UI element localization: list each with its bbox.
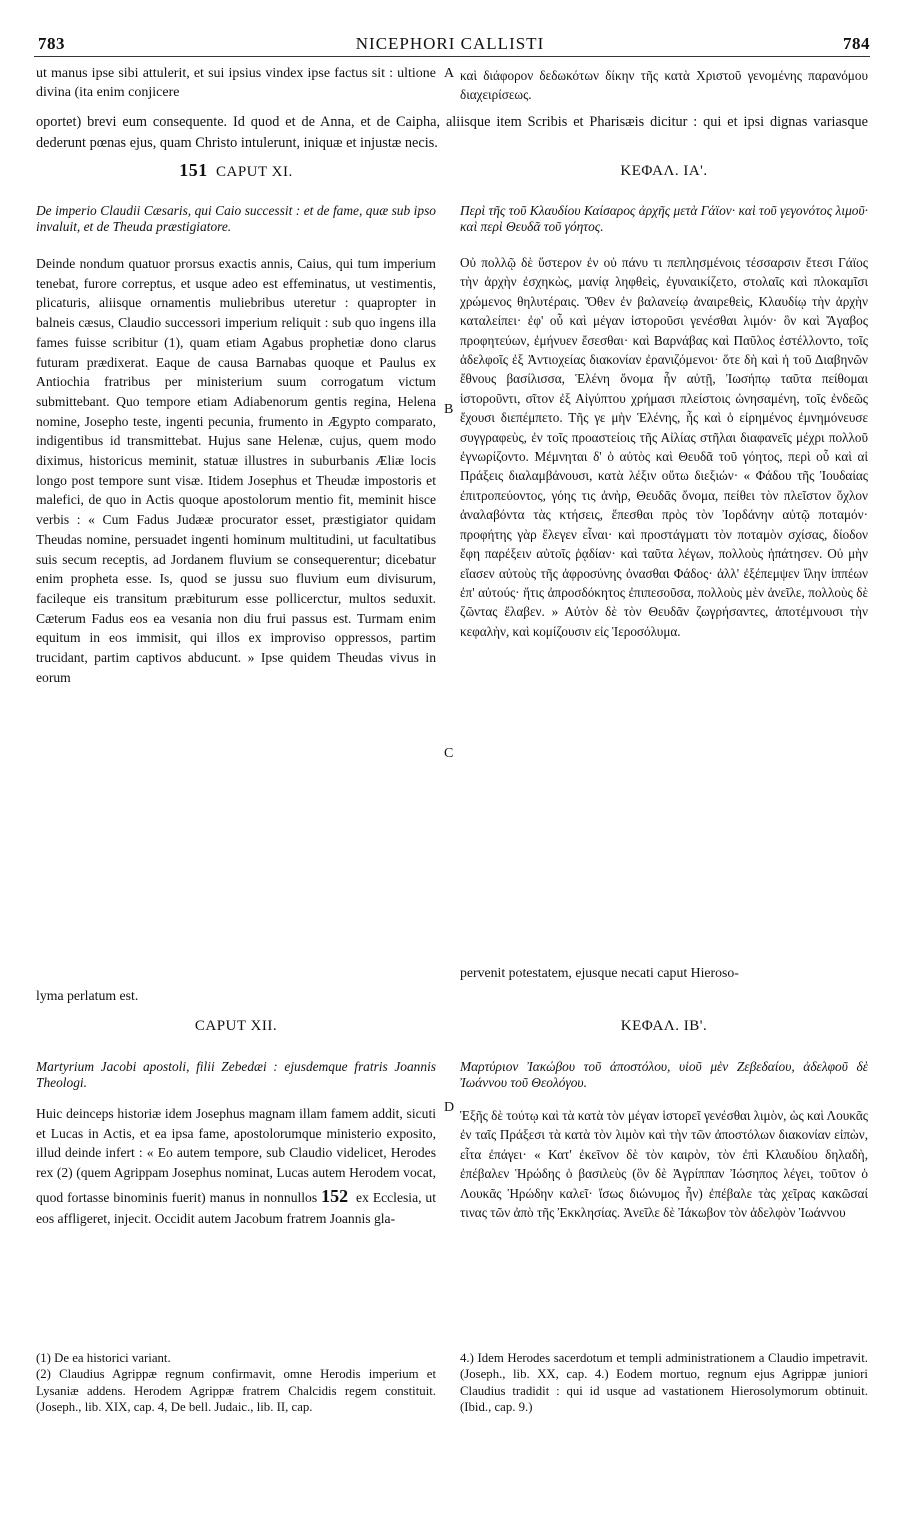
header-rule	[34, 56, 870, 57]
column-number-151: 151	[179, 160, 208, 180]
footnotes-right	[460, 1350, 868, 1416]
footnote-2-continued: 4.) Idem Herodes sacerdotum et templi administrationem a Claudio impetravit. (Joseph., lib. XX, cap. 4.) Eodem mortuo, regnum ejus Agrippæ juniori Claudius tradidit : qui id usque ad vastationem Hierosolymorum obtinuit. (Ibid., cap. 9.)	[460, 1351, 868, 1415]
margin-marker-b: B	[444, 402, 454, 417]
footnote-2: (2) Claudius Agrippæ regnum confirmavit, omne Herodis imperium et Lysaniæ addens. Herodem Agrippæ fratrem Chalcidis regem constituit. (Joseph., lib. XIX, cap. 4, De bell. Judaic., lib. II, cap.	[36, 1367, 436, 1415]
chapter-12-latin-text-a: Huic deinceps historiæ idem Josephus magnam illam famem addit, sicuti et Lucas in Actis, et ea ipsa fame, apostolorumque ministerio exposito, illud deinde infert : « Eo autem tempore, sub Claudio videlicet, Herodes rex (2) (quem Agrippam Josephus nominat, Lucas autem Herodem vocat, quod fortasse binominis fuerit) manus in nonnullos	[36, 1106, 436, 1205]
chapter-12-latin-text	[36, 1104, 436, 1229]
chapter-12-greek-subtitle: Μαρτύριον Ἰακώβου τοῦ ἀποστόλου, υἱοῦ μὲν Ζεβεδαίου, ἀδελφοῦ δὲ Ἰωάννου τοῦ Θεολόγου.	[460, 1059, 868, 1091]
chapter-12-latin-title: CAPUT XII.	[194, 1018, 278, 1034]
footnote-1: (1) De ea historici variant.	[36, 1351, 171, 1365]
margin-marker-a: A	[444, 66, 455, 81]
chapter-11-greek-text: Οὐ πολλῷ δὲ ὕστερον ἐν οὐ πάνυ τι πεπλησμένοις τέσσαρσιν ἔτεσι Γάϊος τὴν ἀρχὴν ἐσχηκὼς, μανίᾳ ληφθεὶς, ἐγυναικίζετο, στολαῖς καὶ πλοκαμῖσι χρώμενος θηλυτέραις. Ὅθεν ἐν βαλανείῳ ἀναιρεθεὶς, Κλαυδίῳ τὴν ἀρχὴν καταλείπει· ἐφ' οὗ καὶ μέγαν ἱστοροῦσι γενέσθαι λιμόν· ὃν καὶ Ἄγαβος προφητεύων, ἐμήνυεν ἔσεσθαι· καὶ Βαρνάβας καὶ Παῦλος ἐστέλλοντο, τοῖς ἀδελφοῖς ἐξ Ἀντιοχείας διακονίαν ἐρανιζόμενοι· ὅτε δὴ καὶ ἡ τοῦ Διαβηνῶν ἔθνους βασίλισσα, Ἑλένη ὄνομα ἦν αὐτῇ, Ἰωσήπῳ ταῦτα πείθομαι ἱστοροῦντι, σῖτον ἐξ Αἰγύπτου χρήμασι πλείστοις ὠνησαμένη, τοῖς ἐνδεῶς ἔχουσι διεπέμπετο. Τῆς γε μὴν Ἑλένης, ἧς καὶ ὁ εἰρημένος ἐμνημόνευσε συγγραφεὺς, ἐν τοῖς προαστείοις τῆς Αἰλίας στῆλαι διαφανεῖς μέχρι πολλοῦ ἐγνωρίζοντο. Μέμνηται δ' ὁ αὐτὸς καὶ Θευδᾶ τοῦ γόητος, περὶ οὗ καὶ αἱ Πράξεις διαλαμβάνουσι, κατὰ λέξιν οὕτω διεξιών· « Φάδου τῆς Ἰουδαίας ἐπιτροπεύοντος, γόης τις ἀνὴρ, Θευδᾶς ὄνομα, πείθει τὸν πλεῖστον ὄχλον ἀναλαβόντα τὰς κτήσεις, ἕπεσθαι πρὸς τὸν Ἰορδάνην αὐτῷ ποταμόν· προφήτης γὰρ ἔλεγεν εἶναι· καὶ προστάγματι τὸν ποταμὸν σχίσας, δίοδον ἔφη παρέξειν αὐτοῖς ῥᾳδίαν· καὶ ταῦτα λέγων, πολλοὺς ἠπάτησεν. Οὐ μὴν εἴασεν αὐτοὺς τῆς ἀφροσύνης ὀνασθαι Φάδος· ἀλλ' ἐξέπεμψεν ἴλην ἱππέων ἐπ' αὐτούς· ἥτις ἀπροσδόκητος ἐπιπεσοῦσα, πολλοὺς μὲν ἀνεῖλε, πολλοὺς δὲ ζῶντας ἔλαβεν. » Αὐτὸν δὲ τὸν Θευδᾶν ζωγρήσαντες, ἀποτέμνουσι τὴν κεφαλὴν, καὶ κομίζουσιν εἰς Ἱεροσόλυμα.	[460, 255, 868, 639]
chapter-11-tail-left: lyma perlatum est.	[36, 988, 139, 1003]
chapter-12-greek-text: Ἑξῆς δὲ τούτῳ καὶ τὰ κατὰ τὸν μέγαν ἱστορεῖ γενέσθαι λιμὸν, ὡς καὶ Λουκᾶς ἐν ταῖς Πράξεσι τὰ κατὰ τὸν λιμὸν καὶ τὴν τῶν ἀποστόλων διακονίαν εἰπὼν, εἶτα ἐπάγει· « Κατ' ἐκεῖνον δὲ τὸν καιρὸν, τὸν ἐπὶ Κλαυδίου δηλαδὴ, ἐπέβαλεν Ἡρώδης ὁ βασιλεὺς (ὃν δὲ Ἀγρίππαν Ἰώσηπος λέγει, τοῦτον ὁ Λουκᾶς Ἡρώδην καλεῖ· ἴσως διώνυμος ἦν) ἐπέβαλε τὰς χεῖρας κακῶσαί τινας τῶν ἀπὸ τῆς Ἐκκλησίας. Ἀνεῖλε δὲ Ἰάκωβον τὸν ἀδελφὸν Ἰωάννου	[460, 1108, 868, 1221]
footnotes-left	[36, 1350, 436, 1416]
chapter-11-latin-title: CAPUT XI.	[216, 164, 293, 180]
page-number-right: 784	[843, 34, 870, 53]
column-number-152: 152	[321, 1185, 349, 1206]
top-greek-continuation: καὶ διάφορον δεδωκότων δίκην τῆς κατὰ Χριστοῦ γενομένης παρανόμου διαχειρίσεως.	[460, 68, 868, 103]
chapter-12-latin-subtitle: Martyrium Jacobi apostoli, filii Zebedæi : ejusdemque fratris Joannis Theologi.	[36, 1059, 436, 1091]
chapter-11-tail-right: pervenit potestatem, ejusque necati caput Hieroso-	[460, 965, 739, 980]
chapter-11-latin-heading	[36, 160, 436, 181]
chapter-12-latin-text-b: ex Ecclesia, ut eos affligeret, injecit. Occidit autem Jacobum fratrem Joannis gla-	[36, 1189, 437, 1226]
margin-marker-c: C	[444, 746, 454, 761]
margin-marker-d: D	[444, 1100, 455, 1115]
chapter-11-latin-text: Deinde nondum quatuor prorsus exactis annis, Caius, qui tum imperium tenebat, furore correptus, et usque adeo est effeminatus, ut vestimentis, plicaturis, aliisque ornamentis muliebribus uteretur : quapropter in balneis cæsus, Claudio successori imperium reliquit : sub quo ingens illa fames fuisse scribitur (1), quam etiam Agabus prophetiæ dono clarus futuram prædixerat. Eaque de causa Barnabas quoque et Paulus ex Antiochia fratribus per ministerium suum corrogatum victum submittebant. Quo tempore etiam Adiabenorum gentis regina, Helena nomine, Josepho teste, ingenti pecunia, frumento in Ægypto comparato, indigentibus id transmittebat. Hujus sane Helenæ, cujus, quem modo diximus, historicus meminit, statuæ illustres in suburbanis Æliæ locis longo post tempore sunt visæ. Itidem Josephus et Theudæ impostoris et malefici, de quo in Actis quoque apostolorum mentio fit, meminit hisce verbis : « Cum Fadus Judææ procurator esset, præstigiator quidam Theudas nomine, persuadet ingenti hominum multitudini, ut facultatibus suis secum receptis, ad Jordanem fluvium se consequerentur; dicebatur enim propheta esse. Is, quod se jussu suo fluvium eum divisurum, facileque eis transitum præbiturum esse pollicerctur, multos seduxit. Cæterum Fadus eos ea vesania non diu frui passus est. Turmam enim equitum in eos immisit, qui illos ex improviso oppressos, partim trucidant, partim captivos abducunt. » Ipse quidem Theudas vivus in eorum	[36, 256, 436, 685]
running-title: NICEPHORI CALLISTI	[355, 34, 545, 53]
chapter-12-greek-title: ΚΕΦΑΛ. ΙΒ'.	[620, 1018, 708, 1034]
page-header	[30, 34, 870, 56]
chapter-11-latin-subtitle: De imperio Claudii Cæsaris, qui Caio successit : et de fame, quæ sub ipso invaluit, et de Theuda præstigiatore.	[36, 203, 436, 235]
top-full-width-paragraph: oportet) brevi eum consequente. Id quod et de Anna, et de Caipha, aliisque item Scribis et Pharisæis dicitur : qui et ipsi dignas variasque dederunt pœnas ejus, quam Christo intulerunt, iniquæ et injustæ necis.	[36, 114, 868, 152]
chapter-11-greek-subtitle: Περὶ τῆς τοῦ Κλαυδίου Καίσαρος ἀρχῆς μετὰ Γάϊον· καὶ τοῦ γεγονότος λιμοῦ· καὶ περὶ Θευδᾶ τοῦ γόητος.	[460, 203, 868, 235]
top-latin-continuation: ut manus ipse sibi attulerit, et sui ipsius vindex ipse factus sit : ultione divina (ita enim conjicere	[36, 66, 436, 101]
page-number-left: 783	[38, 34, 65, 53]
chapter-11-greek-title: ΚΕΦΑΛ. ΙΑ'.	[620, 163, 708, 179]
